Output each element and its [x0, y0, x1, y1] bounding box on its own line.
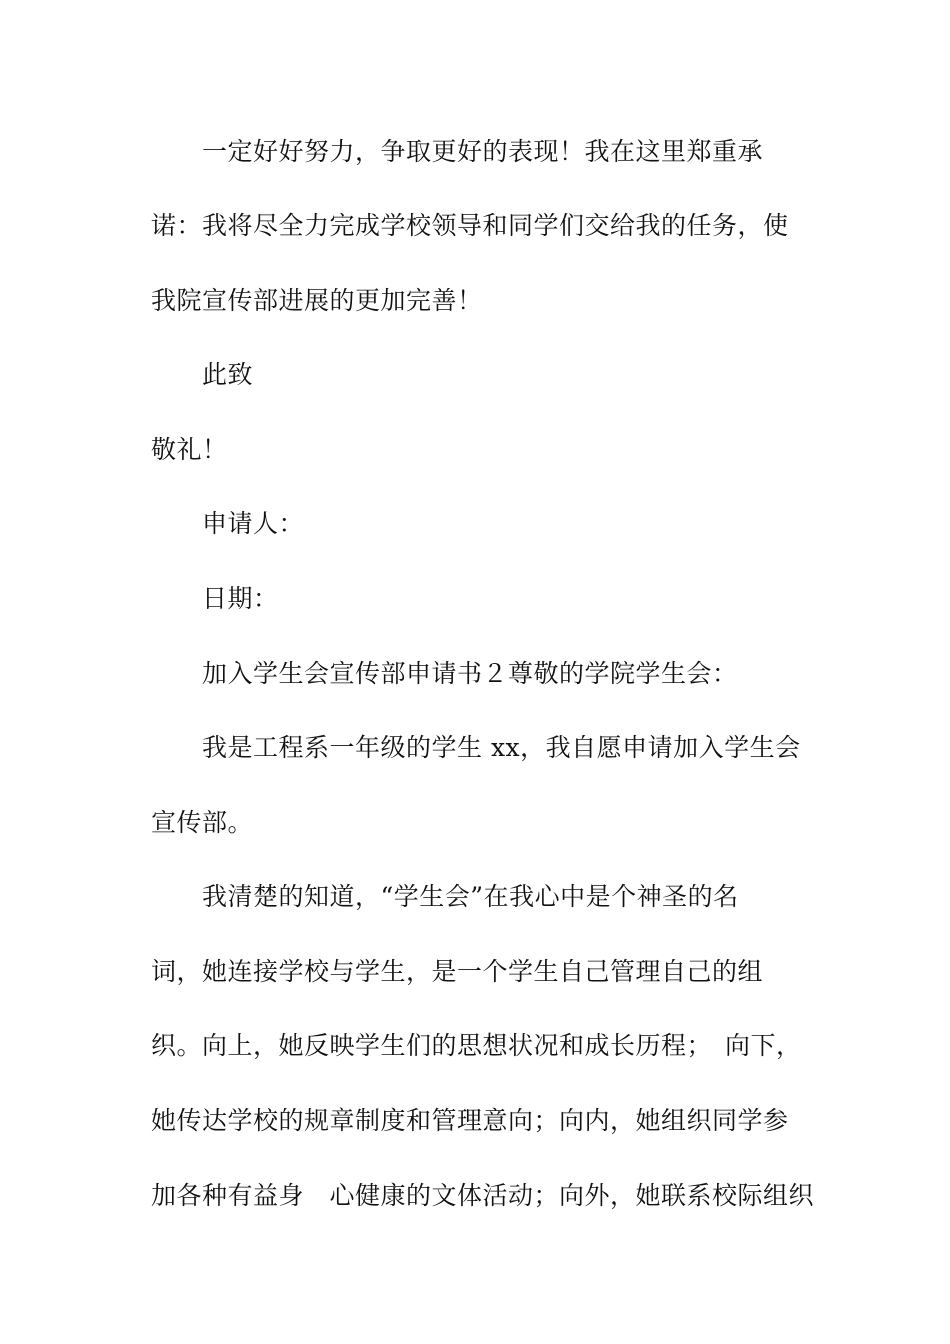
paragraph-line: 宣传部。	[151, 808, 254, 837]
paragraph-line: 一定好好努力，争取更好的表现！我在这里郑重承	[202, 137, 764, 166]
paragraph-line: 织。向上，她反映学生们的思想状况和成长历程； 向下，	[151, 1031, 802, 1060]
applicant-label: 申请人：	[202, 509, 305, 538]
paragraph-line: 词，她连接学校与学生，是一个学生自己管理自己的组	[151, 957, 764, 986]
date-label: 日期：	[202, 584, 279, 613]
paragraph-line: 加各种有益身 心健康的文体活动；向外，她联系校际组织	[151, 1181, 815, 1210]
paragraph-line: 她传达学校的规章制度和管理意向；向内，她组织同学参	[151, 1106, 789, 1135]
paragraph-line: 诺：我将尽全力完成学校领导和同学们交给我的任务，使	[151, 211, 789, 240]
salutation-line: 此致	[202, 360, 254, 389]
paragraph-line: 我清楚的知道，“学生会”在我心中是个神圣的名	[202, 882, 739, 911]
paragraph-line: 我是工程系一年级的学生 xx，我自愿申请加入学生会	[202, 733, 801, 762]
section-heading-line: 加入学生会宣传部申请书２尊敬的学院学生会：	[202, 659, 738, 688]
salutation-line: 敬礼！	[151, 435, 228, 464]
paragraph-line: 我院宣传部进展的更加完善！	[151, 286, 483, 315]
